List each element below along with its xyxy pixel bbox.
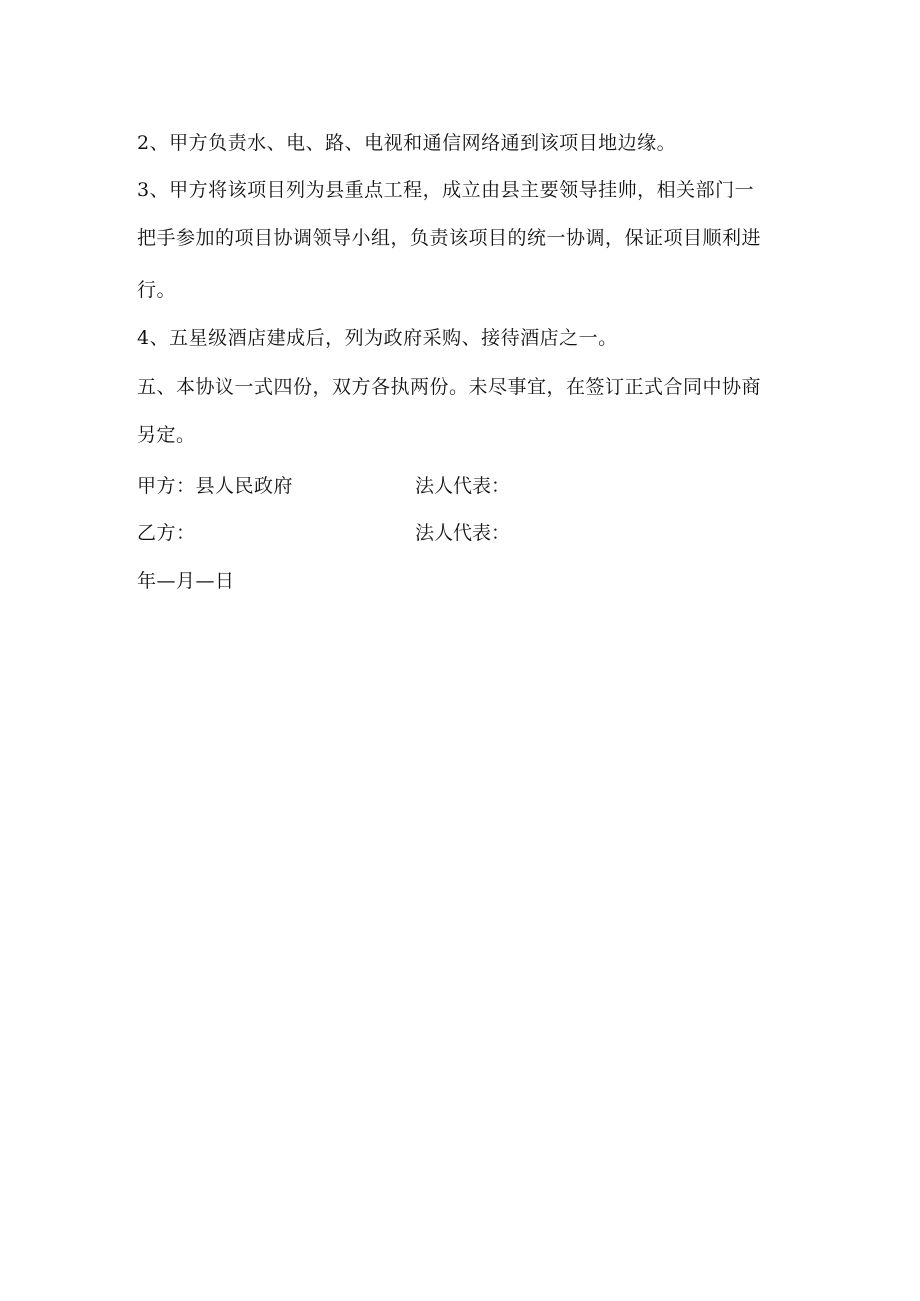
item-3-line-3: 行。 bbox=[137, 279, 177, 301]
item-2: 2、甲方负责水、电、路、电视和通信网络通到该项目地边缘。 bbox=[137, 132, 677, 154]
item-4: 4、五星级酒店建成后，列为政府采购、接待酒店之一。 bbox=[137, 327, 618, 349]
party-b-label: 乙方： bbox=[137, 522, 196, 544]
clause-5-line-2: 另定。 bbox=[137, 424, 196, 446]
item-3-line-2: 把手参加的项目协调领导小组，负责该项目的统一协调，保证项目顺利进 bbox=[137, 227, 762, 249]
item-3-line-1: 3、甲方将该项目列为县重点工程，成立由县主要领导挂帅，相关部门一 bbox=[137, 179, 755, 201]
clause-5-line-1: 五、本协议一式四份，双方各执两份。未尽事宜，在签订正式合同中协商 bbox=[137, 376, 762, 398]
date-line: 年—月—日 bbox=[137, 570, 235, 592]
party-a-representative-label: 法人代表： bbox=[415, 475, 511, 497]
party-b-representative-label: 法人代表： bbox=[415, 522, 511, 544]
party-a-label: 甲方：县人民政府 bbox=[137, 475, 294, 497]
